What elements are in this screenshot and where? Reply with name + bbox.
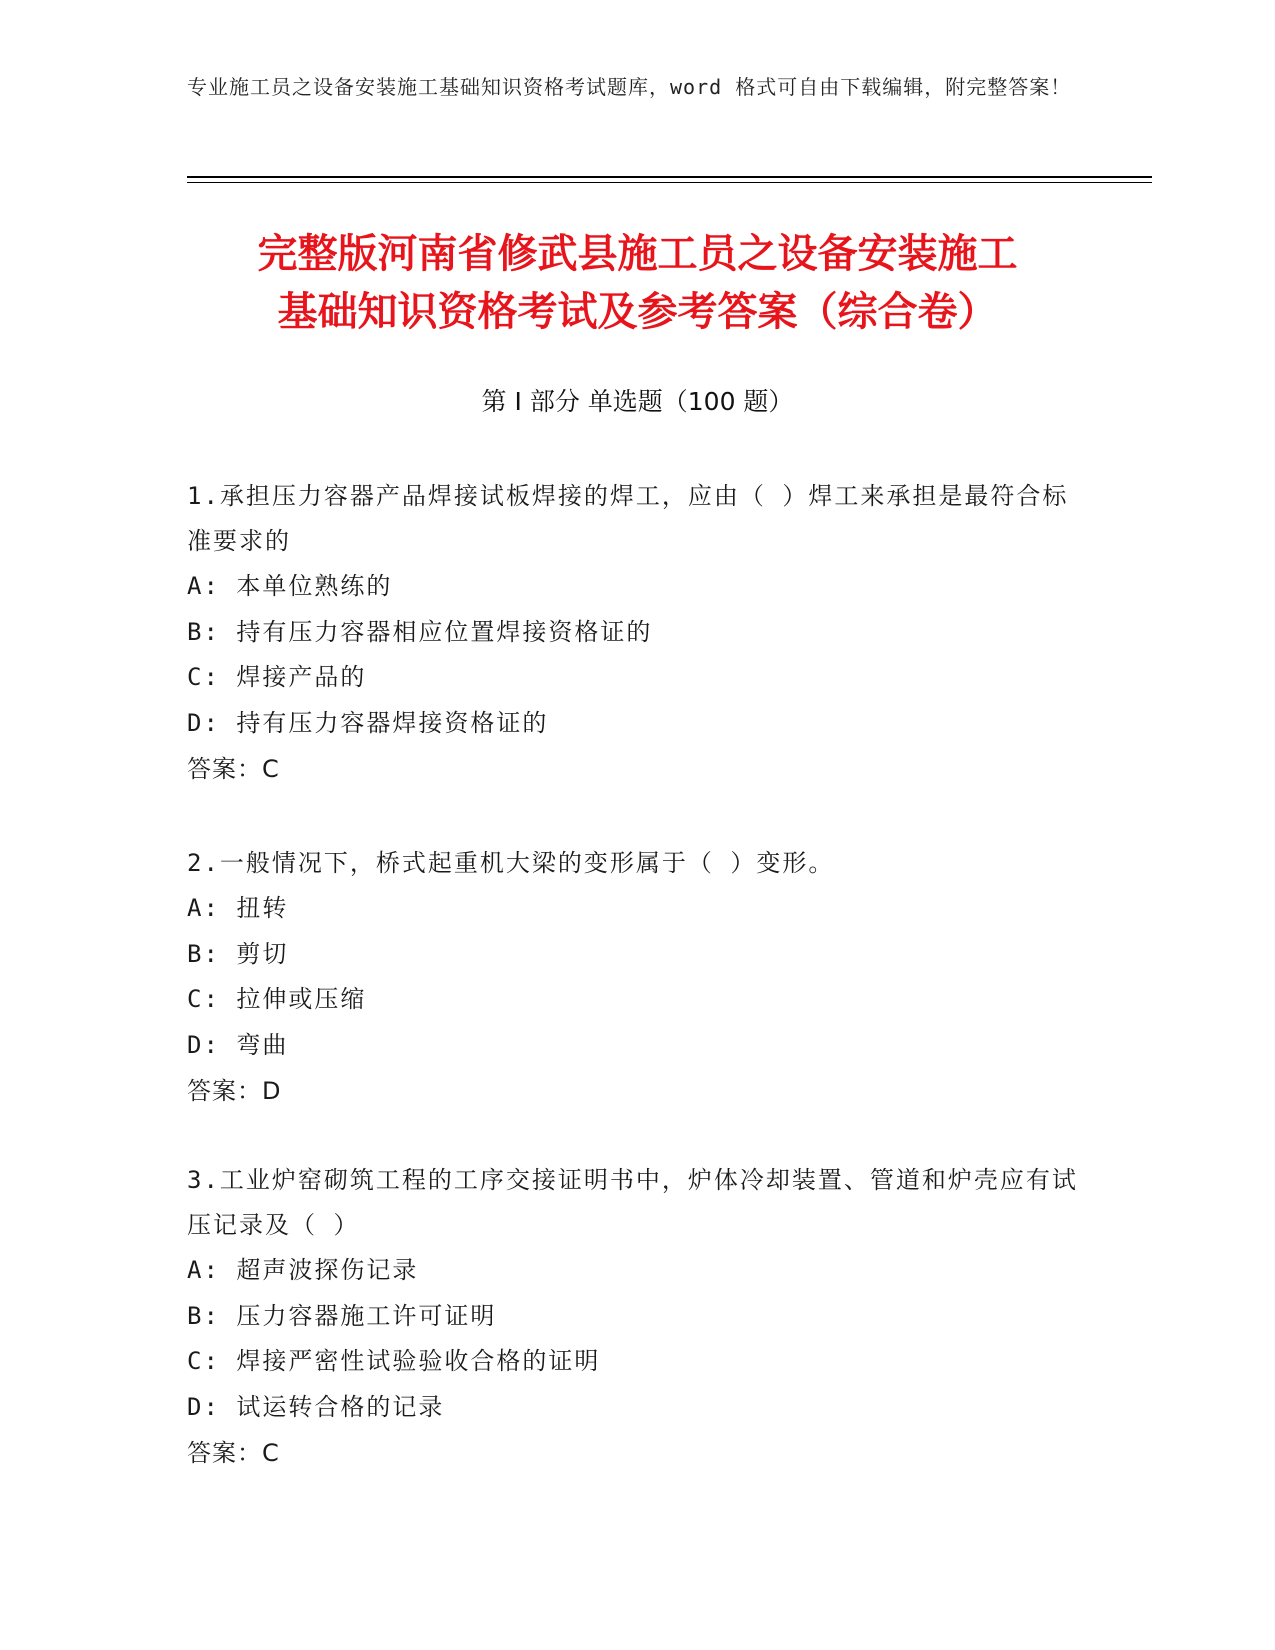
question-block — [187, 841, 1087, 1114]
answer: 答案：C — [187, 1439, 280, 1467]
document-title-line-1: 完整版河南省修武县施工员之设备安装施工 — [257, 231, 1018, 277]
option-b: B: 持有压力容器相应位置焊接资格证的 — [187, 617, 653, 646]
option-c: C: 拉伸或压缩 — [187, 985, 367, 1013]
answer: 答案：D — [187, 1077, 282, 1105]
question-block — [187, 1158, 1087, 1476]
option-d: D: 持有压力容器焊接资格证的 — [187, 708, 549, 737]
option-b: B: 压力容器施工许可证明 — [187, 1301, 497, 1330]
option-b: B: 剪切 — [187, 939, 289, 968]
option-d: D: 试运转合格的记录 — [187, 1392, 445, 1421]
option-a: A: 超声波探伤记录 — [187, 1256, 419, 1284]
option-a: A: 本单位熟练的 — [187, 572, 393, 600]
option-c: C: 焊接产品的 — [187, 663, 367, 691]
document-title-line-2: 基础知识资格考试及参考答案（综合卷） — [277, 289, 998, 335]
header-divider-thick — [187, 176, 1152, 178]
option-a: A: 扭转 — [187, 894, 289, 922]
section-title: 第 I 部分 单选题（100 题） — [481, 387, 794, 416]
option-c: C: 焊接严密性试验验收合格的证明 — [187, 1347, 601, 1375]
question-stem: 2.一般情况下，桥式起重机大梁的变形属于（ ）变形。 — [187, 849, 835, 877]
header-note: 专业施工员之设备安装施工基础知识资格考试题库，word 格式可自由下载编辑，附完整答案！ — [187, 75, 1072, 99]
question-stem: 3.工业炉窑砌筑工程的工序交接证明书中，炉体冷却装置、管道和炉壳应有试压记录及（ ） — [187, 1166, 1078, 1239]
question-block — [187, 474, 1087, 792]
option-d: D: 弯曲 — [187, 1030, 289, 1059]
question-stem: 1.承担压力容器产品焊接试板焊接的焊工，应由（ ）焊工来承担是最符合标准要求的 — [187, 482, 1069, 555]
answer: 答案：C — [187, 755, 280, 783]
header-divider-thin — [187, 182, 1152, 183]
document-title — [170, 225, 1105, 341]
